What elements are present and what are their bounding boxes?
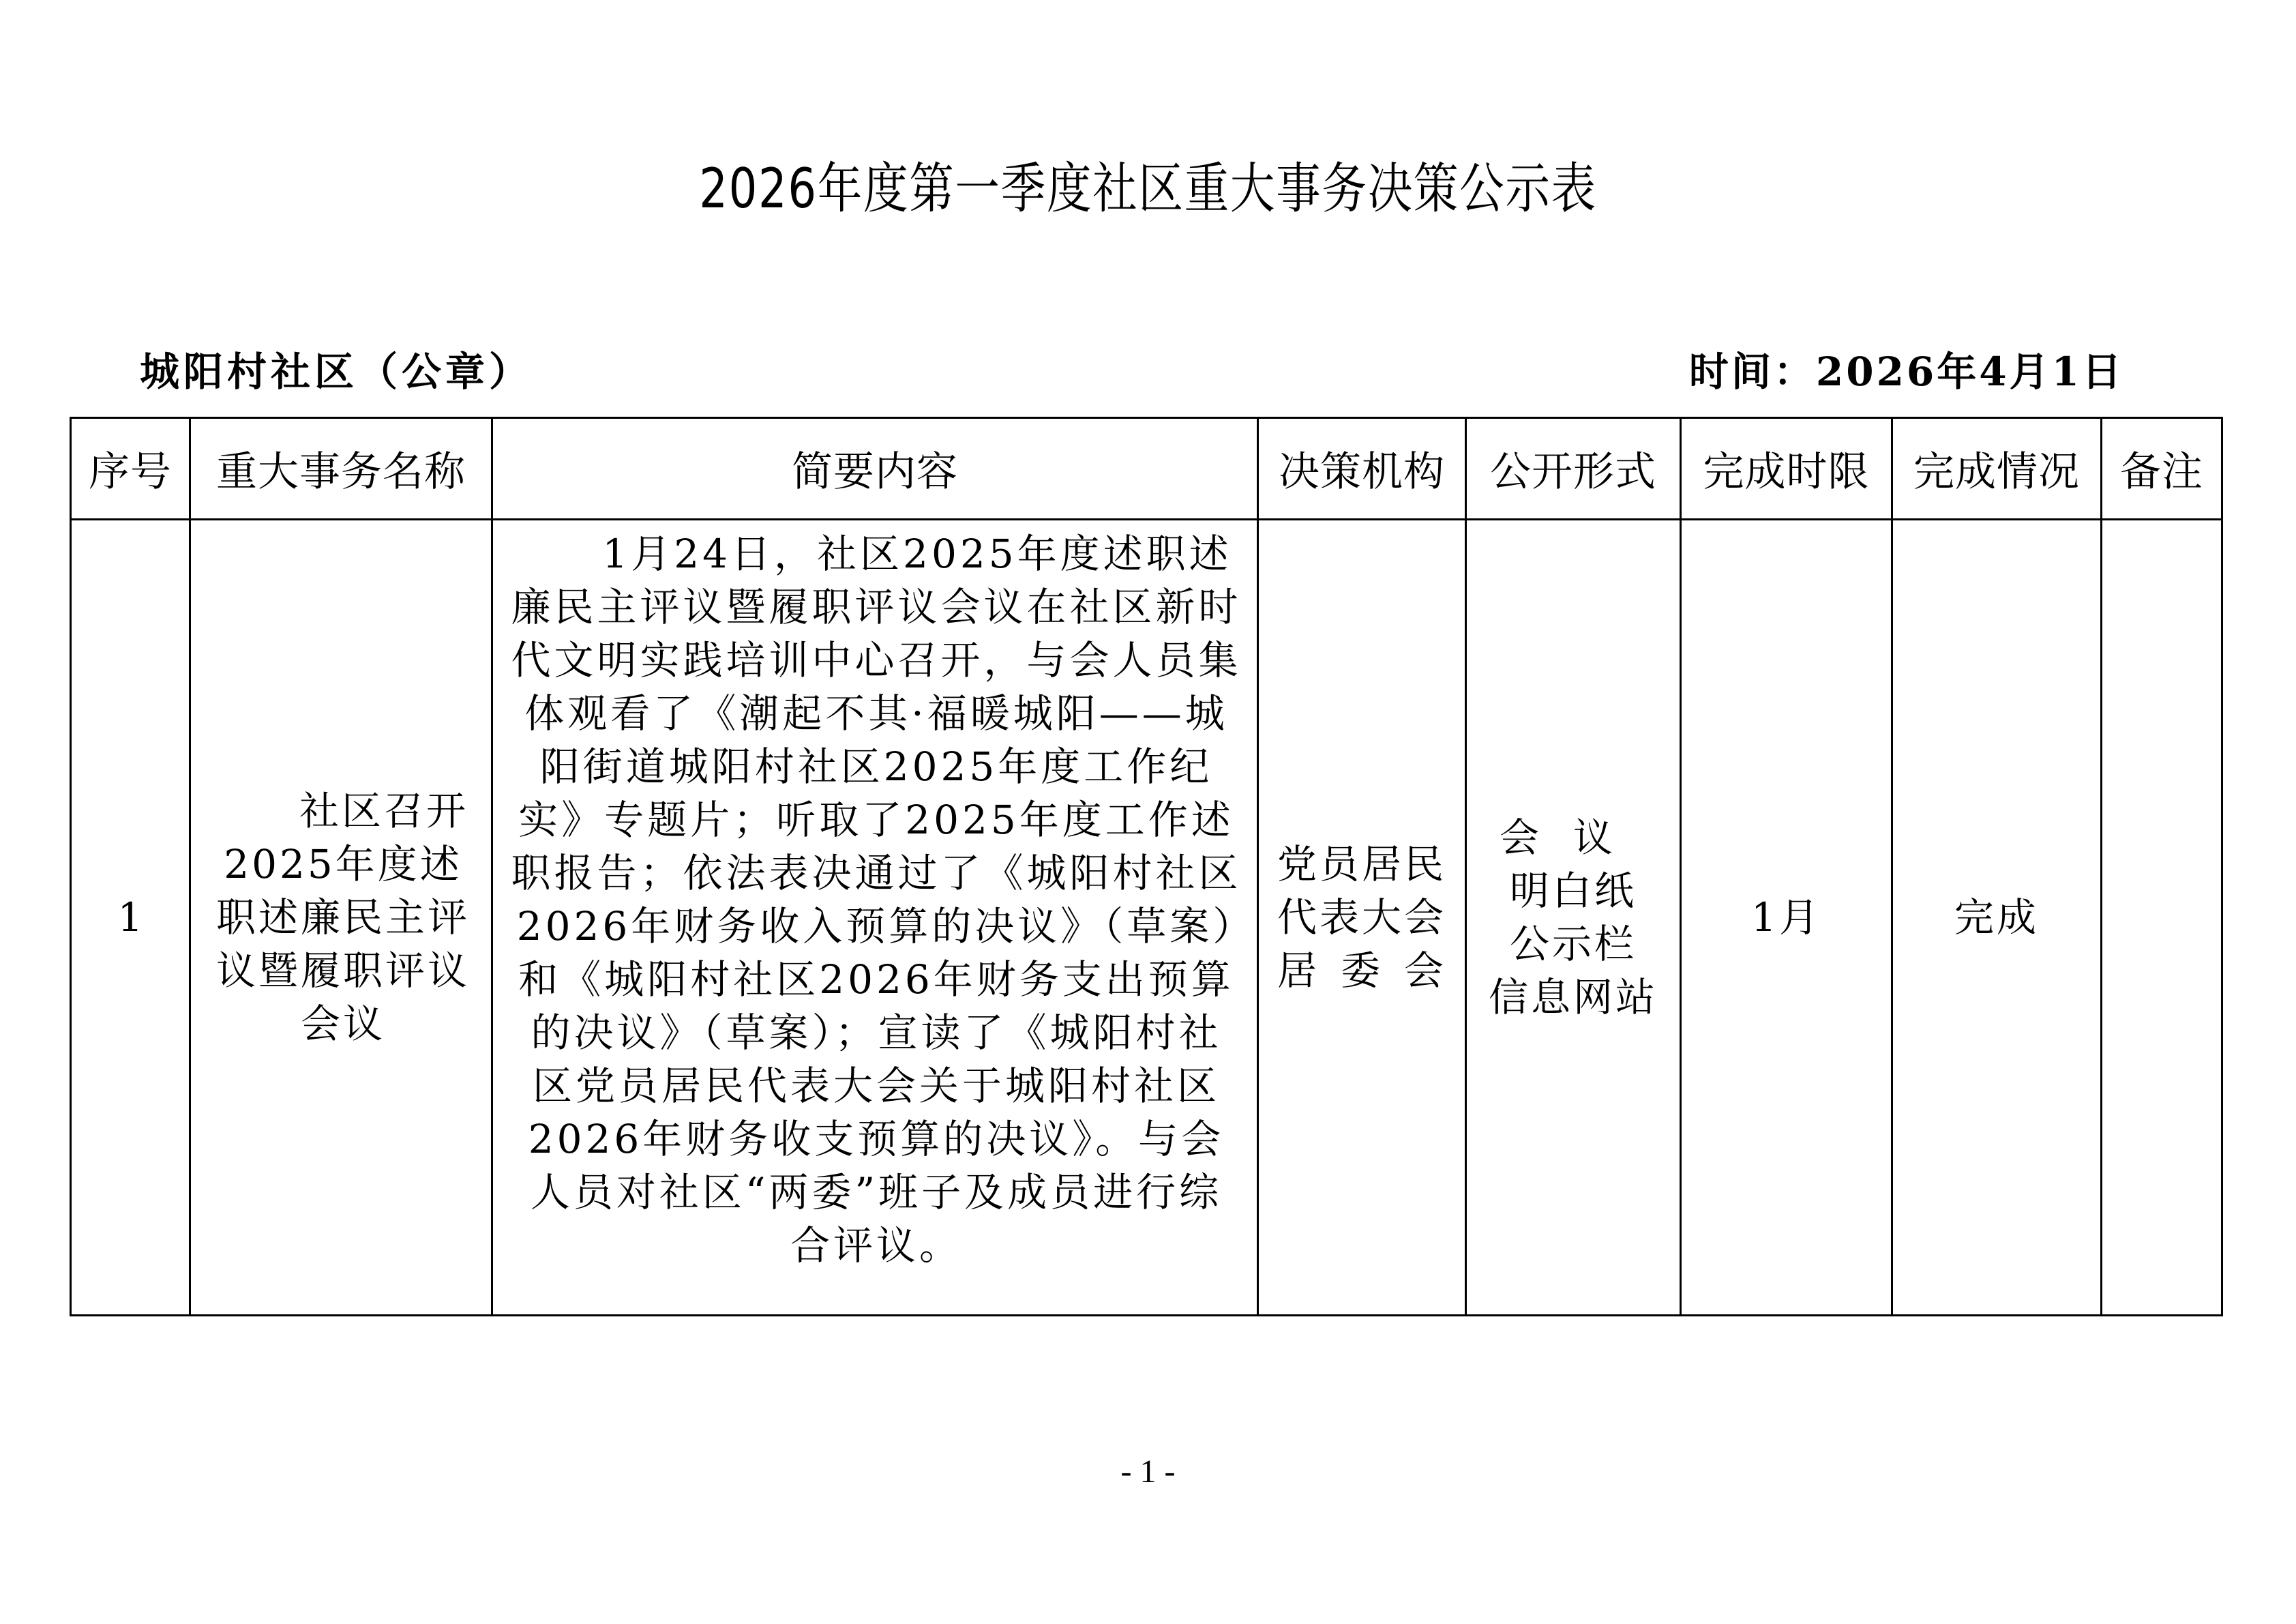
disclosure-line: 信息网站 [1488,974,1658,1020]
header-disclosure: 公开形式 [1466,418,1681,520]
cell-summary [492,520,1258,1316]
page-title: 2026年度第一季度社区重大事务决策公示表 [699,157,1597,220]
organization-seal-label: 城阳村社区（公章） [140,349,533,395]
cell-disclosure [1466,520,1681,1316]
cell-name-text: 社区召开2025年度述职述廉民主评议暨履职评议会议 [215,788,470,1047]
table-row [71,520,2222,1316]
cell-name [190,520,492,1316]
cell-decision-body [1258,520,1466,1316]
cell-index: 1 [71,520,190,1316]
decision-body-line: 代表大会 [1277,894,1446,941]
decision-body-line: 党员居民 [1277,841,1446,887]
cell-status: 完成 [1892,520,2102,1316]
disclosure-line: 公示栏 [1509,921,1637,967]
cell-summary-text: 1月24日，社区2025年度述职述廉民主评议暨履职评议会议在社区新时代文明实践培训中心召开，与会人员集体观看了《潮起不其·福暖城阳——城阳街道城阳村社区2025年度工作纪实》专题片；听取了2025年度工作述职报告；依法表决通过了《城阳村社区2026年财务收入预算的决议》（草案）和《城阳村社区2026年财务支出预算的决议》（草案）；宣读了《城阳村社区党员居民代表大会关于城阳村社区2026年财务收支预算的决议》。与会人员对社区“两委”班子及成员进行综合评议。 [511,531,1242,1269]
header-remarks: 备注 [2102,418,2222,520]
header-status: 完成情况 [1892,418,2102,520]
page-number: - 1 - [1120,1453,1176,1490]
header-decision-body: 决策机构 [1258,418,1466,520]
disclosure-line: 明白纸 [1509,868,1637,914]
table-header-row [71,418,2222,520]
publish-date: 时间：2026年4月1日 [1688,349,2124,395]
cell-deadline: 1月 [1681,520,1892,1316]
decision-table [70,417,2223,1316]
header-name: 重大事务名称 [190,418,492,520]
disclosure-line: 会议 [1499,814,1647,861]
cell-remarks [2102,520,2222,1316]
header-deadline: 完成时限 [1681,418,1892,520]
decision-body-line: 居委会 [1277,947,1446,994]
header-index: 序号 [71,418,190,520]
header-summary: 简要内容 [492,418,1258,520]
